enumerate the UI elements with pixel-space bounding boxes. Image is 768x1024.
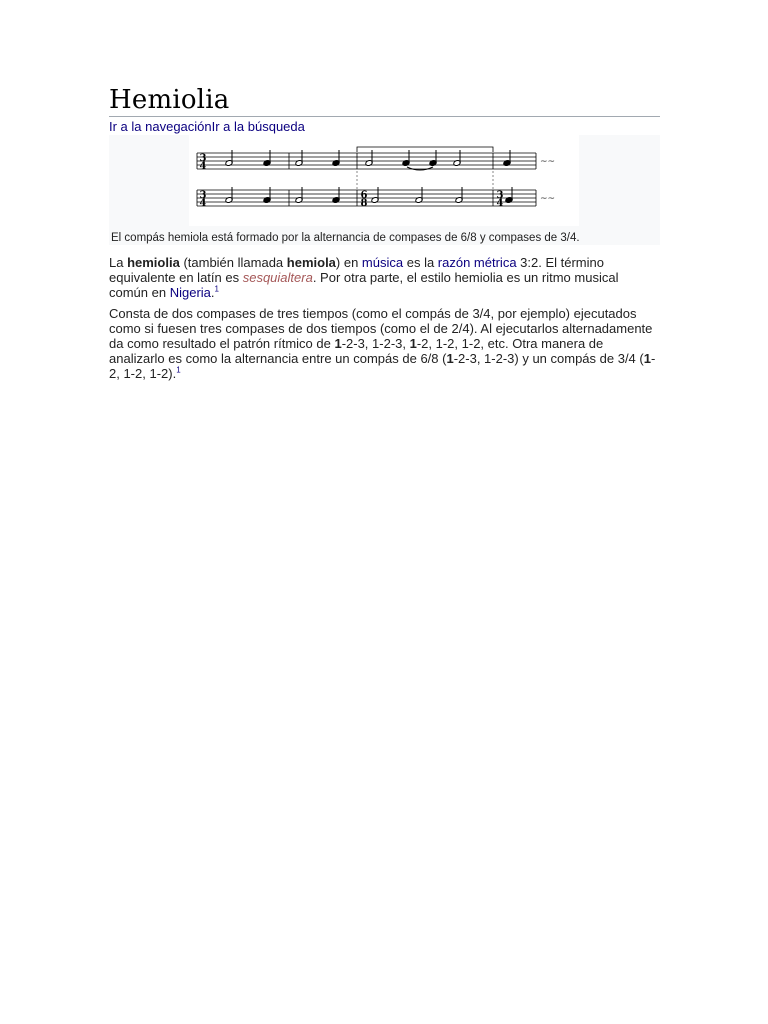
title-divider <box>109 116 660 117</box>
text-run: 3:2. El término equivalente en latín es <box>109 255 604 285</box>
figure-caption: El compás hemiola está formado por la alternancia de compases de 6/8 y compases de 3/4. <box>111 232 580 244</box>
intro-paragraph <box>109 255 660 300</box>
lower-trailing-mark: ~~ <box>540 194 556 204</box>
music-notation-graphic <box>189 135 579 226</box>
link-nigeria[interactable]: Nigeria <box>169 285 211 300</box>
link-musica[interactable]: música <box>361 255 404 270</box>
link-sesquialtera[interactable]: sesquialtera <box>242 270 313 285</box>
body-paragraph <box>109 306 660 381</box>
text-run: . <box>210 285 215 300</box>
measure-guide-lines <box>357 171 493 189</box>
figure-thumbnail <box>109 135 660 245</box>
text-run: -2, 1-2, 1-2). <box>109 351 656 381</box>
ts-bottom-middle-num: 6 <box>360 190 368 201</box>
upper-trailing-mark: ~~ <box>540 157 556 167</box>
text-run: . Por otra parte, el estilo hemiolia es un ritmo musical común en <box>109 270 619 300</box>
bold-term-hemiolia: hemiolia <box>127 255 180 270</box>
ts-bottom-last-den: 4 <box>496 198 504 209</box>
ts-top-den: 4 <box>199 161 207 172</box>
ts-bottom-first-den: 4 <box>199 198 207 209</box>
reference-link[interactable]: 1 <box>214 284 219 294</box>
ts-bottom-last-num: 3 <box>496 190 504 201</box>
bold-beat: 1 <box>334 336 342 351</box>
ts-bottom-first-num: 3 <box>199 190 207 201</box>
bold-term-hemiola: hemiola <box>286 255 336 270</box>
page-title: Hemiolia <box>109 85 230 115</box>
link-razon-metrica[interactable]: razón métrica <box>437 255 517 270</box>
text-run: es la <box>403 255 438 270</box>
jump-links <box>109 119 305 135</box>
text-run: Consta de dos compases de tres tiempos (como el compás de 3/4, por ejemplo) ejecutados como si fuesen tres compases de dos tiempos (como el de 2/4). Al ejecutarlos alternadamente da como resultado el patrón rítmico de <box>109 306 653 351</box>
upper-staff <box>197 153 536 169</box>
bold-beat: 1 <box>446 351 454 366</box>
text-run: ) en <box>335 255 362 270</box>
ts-top-num: 3 <box>199 153 207 164</box>
bold-beat: 1 <box>409 336 417 351</box>
search-jump-link[interactable]: Ir a la búsqueda <box>211 119 305 134</box>
text-run: -2-3, 1-2-3, <box>341 336 410 351</box>
lower-notes <box>225 187 513 203</box>
bold-beat: 1 <box>643 351 651 366</box>
ts-bottom-middle-den: 8 <box>360 198 368 209</box>
text-run: -2, 1-2, 1-2, etc. Otra manera de analizarlo es como la alternancia entre un compás de 6/8 ( <box>109 336 604 366</box>
text-run: (también llamada <box>179 255 287 270</box>
reference-link[interactable]: 1 <box>176 365 181 375</box>
text-run: La <box>109 255 128 270</box>
triplet-bracket <box>357 147 493 152</box>
text-run: -2-3, 1-2-3) y un compás de 3/4 ( <box>453 351 644 366</box>
nav-jump-link[interactable]: Ir a la navegación <box>109 119 212 134</box>
music-score-image[interactable] <box>189 135 579 226</box>
